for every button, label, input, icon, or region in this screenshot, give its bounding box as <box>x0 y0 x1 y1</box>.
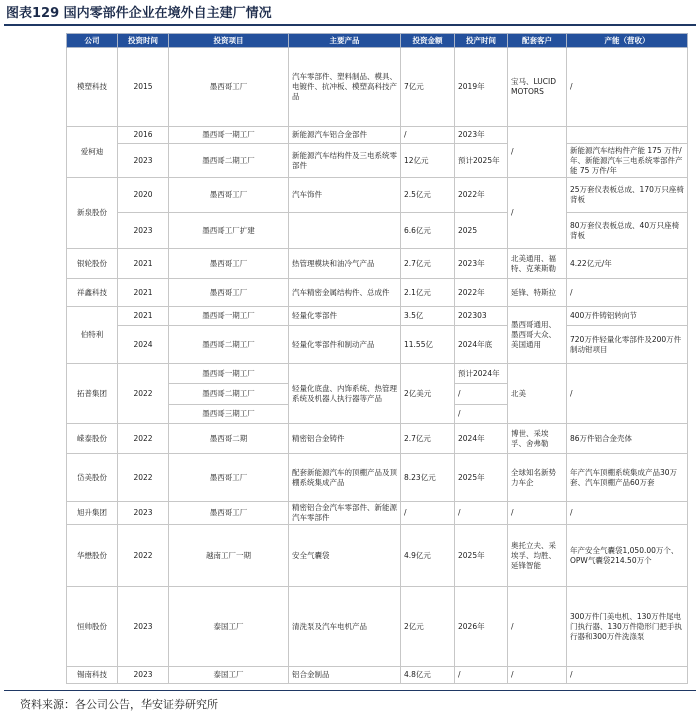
cell-capacity: / <box>567 279 688 307</box>
cell-project: 墨西哥二期工厂 <box>169 326 289 364</box>
cell-products: 清洗泵及汽车电机产品 <box>289 587 401 667</box>
table-row <box>67 502 688 525</box>
cell-customers: / <box>508 502 567 525</box>
cell-amount: 7亿元 <box>401 48 455 127</box>
cell-amount: 2.7亿元 <box>401 249 455 279</box>
cell-company: 祥鑫科技 <box>67 279 118 307</box>
cell-start: 2025 <box>455 213 508 249</box>
cell-year: 2022 <box>118 525 169 587</box>
cell-start: 2025年 <box>455 525 508 587</box>
cell-amount: 2.5亿元 <box>401 178 455 213</box>
cell-start: 预计2024年 <box>455 364 508 384</box>
cell-project: 墨西哥二期工厂 <box>169 144 289 178</box>
cell-products: 精密铝合金铸件 <box>289 424 401 454</box>
cell-start: 2023年 <box>455 127 508 144</box>
table-row <box>67 249 688 279</box>
cell-project: 墨西哥一期工厂 <box>169 307 289 326</box>
cell-year: 2024 <box>118 326 169 364</box>
cell-start: 2022年 <box>455 178 508 213</box>
cell-start: 2024年 <box>455 424 508 454</box>
cell-amount: 8.23亿元 <box>401 454 455 502</box>
cell-start: 2019年 <box>455 48 508 127</box>
col-header-company: 公司 <box>67 34 118 48</box>
cell-company: 锡南科技 <box>67 667 118 684</box>
table-header-row <box>67 34 688 48</box>
cell-company: 爱柯迪 <box>67 127 118 178</box>
cell-project: 墨西哥工厂 <box>169 502 289 525</box>
cell-project: 墨西哥一期工厂 <box>169 127 289 144</box>
cell-project: 泰国工厂 <box>169 587 289 667</box>
cell-products: 配套新能源汽车的顶棚产品及顶棚系统集成产品 <box>289 454 401 502</box>
cell-company: 恒帅股份 <box>67 587 118 667</box>
cell-project: 泰国工厂 <box>169 667 289 684</box>
cell-start: / <box>455 384 508 405</box>
cell-capacity: 80万套仪表板总成、40万只座椅背板 <box>567 213 688 249</box>
table-row <box>67 48 688 127</box>
cell-company: 旭升集团 <box>67 502 118 525</box>
cell-customers: 北美 <box>508 364 567 424</box>
cell-products: 轻量化零部件 <box>289 307 401 326</box>
cell-amount: 3.5亿 <box>401 307 455 326</box>
cell-capacity <box>567 127 688 144</box>
cell-customers: 奥托立夫、采埃孚、均胜、延锋智能 <box>508 525 567 587</box>
cell-company: 新泉股份 <box>67 178 118 249</box>
title-rule <box>4 24 696 26</box>
cell-project: 墨西哥三期工厂 <box>169 405 289 424</box>
cell-customers: 北美通用、福特、克莱斯勒 <box>508 249 567 279</box>
cell-start: / <box>455 502 508 525</box>
cell-customers: 宝马、LUCID MOTORS <box>508 48 567 127</box>
cell-amount: 2亿元 <box>401 587 455 667</box>
cell-amount: 6.6亿元 <box>401 213 455 249</box>
col-header-amount: 投资金额 <box>401 34 455 48</box>
table-row <box>67 326 688 364</box>
col-header-products: 主要产品 <box>289 34 401 48</box>
cell-customers: 延锋、特斯拉 <box>508 279 567 307</box>
source-note: 资料来源：各公司公告，华安证券研究所 <box>20 698 218 711</box>
table-row <box>67 587 688 667</box>
cell-year: 2023 <box>118 502 169 525</box>
figure-title: 图表129 国内零部件企业在境外自主建厂情况 <box>6 6 272 21</box>
cell-project: 墨西哥工厂 <box>169 249 289 279</box>
cell-products: 轻量化底盘、内饰系统、热管理系统及机器人执行器等产品 <box>289 364 401 424</box>
footer-rule <box>4 690 696 691</box>
cell-capacity: 300万件门美电机、130万件尾电门执行器、130万件隐形门把手执行器和300万件洗涤泵 <box>567 587 688 667</box>
cell-project: 墨西哥工厂 <box>169 279 289 307</box>
cell-company: 伯特利 <box>67 307 118 364</box>
table-row <box>67 424 688 454</box>
cell-amount: / <box>401 502 455 525</box>
cell-products: 汽车精密金属结构件、总成件 <box>289 279 401 307</box>
cell-year: 2016 <box>118 127 169 144</box>
table-row <box>67 454 688 502</box>
cell-capacity: 新能源汽车结构件产能 175 万件/年、新能源汽车三电系统零部件产能 75 万件/年 <box>567 144 688 178</box>
cell-customers: / <box>508 178 567 249</box>
cell-company: 银轮股份 <box>67 249 118 279</box>
cell-start: 2023年 <box>455 249 508 279</box>
cell-year: 2022 <box>118 454 169 502</box>
cell-products: 新能源汽车铝合金部件 <box>289 127 401 144</box>
cell-project: 墨西哥二期工厂 <box>169 384 289 405</box>
cell-capacity: 400万件铸铝转向节 <box>567 307 688 326</box>
cell-project: 墨西哥工厂 <box>169 178 289 213</box>
cell-company: 华懋股份 <box>67 525 118 587</box>
cell-company: 岱美股份 <box>67 454 118 502</box>
cell-year: 2021 <box>118 279 169 307</box>
col-header-capacity: 产能（营收） <box>567 34 688 48</box>
cell-products: 轻量化零部件和制动产品 <box>289 326 401 364</box>
cell-capacity: / <box>567 667 688 684</box>
cell-customers: / <box>508 667 567 684</box>
cell-amount: 4.9亿元 <box>401 525 455 587</box>
col-header-customers: 配套客户 <box>508 34 567 48</box>
cell-amount: 2亿美元 <box>401 364 455 424</box>
cell-products: 铝合金制品 <box>289 667 401 684</box>
cell-project: 墨西哥工厂 <box>169 454 289 502</box>
cell-start: 2024年底 <box>455 326 508 364</box>
cell-capacity: 720万件轻量化零部件及200万件制动钳项目 <box>567 326 688 364</box>
cell-year: 2021 <box>118 249 169 279</box>
cell-products: 汽车饰件 <box>289 178 401 213</box>
cell-project: 墨西哥一期工厂 <box>169 364 289 384</box>
cell-start: / <box>455 405 508 424</box>
cell-start: 2025年 <box>455 454 508 502</box>
col-header-year: 投资时间 <box>118 34 169 48</box>
cell-products: 汽车零部件、塑料制品、模具、电镀件、抗冲板、模塑高科技产品 <box>289 48 401 127</box>
cell-start: 2026年 <box>455 587 508 667</box>
cell-year: 2023 <box>118 213 169 249</box>
cell-capacity: / <box>567 502 688 525</box>
cell-amount: / <box>401 127 455 144</box>
table-row <box>67 364 688 384</box>
cell-year: 2020 <box>118 178 169 213</box>
cell-products: 热管理模块和油冷气产品 <box>289 249 401 279</box>
cell-products <box>289 213 401 249</box>
cell-start: 202303 <box>455 307 508 326</box>
cell-project: 墨西哥二期 <box>169 424 289 454</box>
table-row <box>67 525 688 587</box>
cell-products: 新能源汽车结构件及三电系统零部件 <box>289 144 401 178</box>
cell-company: 嵘泰股份 <box>67 424 118 454</box>
cell-products: 精密铝合金汽车零部件、新能源汽车零部件 <box>289 502 401 525</box>
cell-project: 墨西哥工厂 <box>169 48 289 127</box>
cell-amount: 2.7亿元 <box>401 424 455 454</box>
cell-amount: 12亿元 <box>401 144 455 178</box>
cell-capacity: 年产安全气囊袋1,050.00万个、OPW气囊袋214.50万个 <box>567 525 688 587</box>
cell-start: 2022年 <box>455 279 508 307</box>
cell-year: 2021 <box>118 307 169 326</box>
investment-table <box>66 33 688 684</box>
cell-company: 拓普集团 <box>67 364 118 424</box>
cell-year: 2022 <box>118 364 169 424</box>
cell-amount: 11.55亿 <box>401 326 455 364</box>
cell-capacity: / <box>567 48 688 127</box>
cell-year: 2022 <box>118 424 169 454</box>
cell-capacity: 25万套仪表板总成、170万只座椅背板 <box>567 178 688 213</box>
cell-amount: 2.1亿元 <box>401 279 455 307</box>
cell-project: 越南工厂一期 <box>169 525 289 587</box>
cell-year: 2023 <box>118 667 169 684</box>
cell-capacity: 年产汽车顶棚系统集成产品30万套、汽车顶棚产品60万套 <box>567 454 688 502</box>
table-row <box>67 307 688 326</box>
cell-year: 2023 <box>118 587 169 667</box>
table-row <box>67 213 688 249</box>
cell-customers: 全球知名新势力车企 <box>508 454 567 502</box>
table-row <box>67 667 688 684</box>
cell-customers: / <box>508 127 567 178</box>
cell-year: 2023 <box>118 144 169 178</box>
cell-customers: 墨西哥通用、墨西哥大众、美国通用 <box>508 307 567 364</box>
col-header-project: 投资项目 <box>169 34 289 48</box>
table-row <box>67 144 688 178</box>
table-row <box>67 279 688 307</box>
cell-capacity: 4.22亿元/年 <box>567 249 688 279</box>
table-row <box>67 178 688 213</box>
col-header-start: 投产时间 <box>455 34 508 48</box>
table-row <box>67 127 688 144</box>
cell-capacity: / <box>567 364 688 424</box>
cell-customers: 博世、采埃孚、舍弗勒 <box>508 424 567 454</box>
cell-year: 2015 <box>118 48 169 127</box>
cell-start: / <box>455 667 508 684</box>
cell-company: 模塑科技 <box>67 48 118 127</box>
cell-start: 预计2025年 <box>455 144 508 178</box>
cell-capacity: 86万件铝合金壳体 <box>567 424 688 454</box>
cell-amount: 4.8亿元 <box>401 667 455 684</box>
cell-project: 墨西哥工厂扩建 <box>169 213 289 249</box>
cell-products: 安全气囊袋 <box>289 525 401 587</box>
cell-customers: / <box>508 587 567 667</box>
